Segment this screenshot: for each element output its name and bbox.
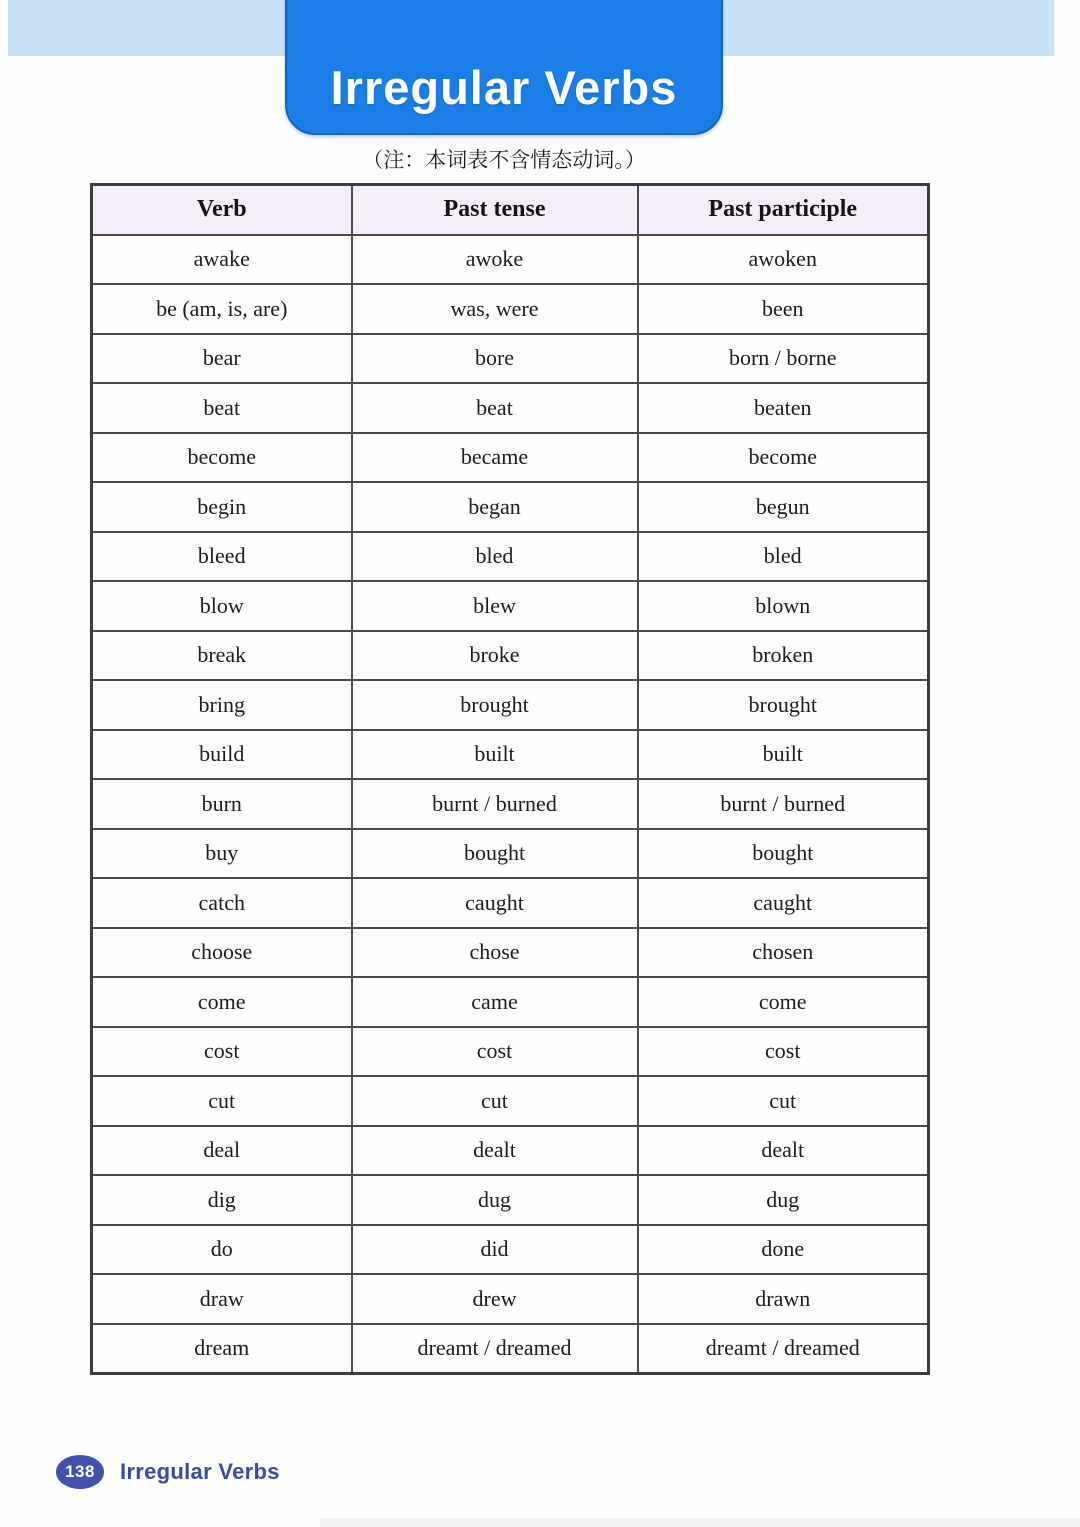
table-row xyxy=(92,631,929,681)
table-cell: built xyxy=(352,730,638,780)
table-cell: cost xyxy=(352,1027,638,1077)
table-row xyxy=(92,1175,929,1225)
table-row xyxy=(92,1274,929,1324)
table-row xyxy=(92,284,929,334)
table-cell: did xyxy=(352,1225,638,1275)
page-title: Irregular Verbs xyxy=(330,61,678,114)
table-header xyxy=(92,185,929,235)
table-cell: drew xyxy=(352,1274,638,1324)
table-cell: be (am, is, are) xyxy=(92,284,352,334)
table-cell: built xyxy=(638,730,929,780)
table-cell: beat xyxy=(352,383,638,433)
column-header-past-participle: Past participle xyxy=(638,185,929,235)
table-cell: bought xyxy=(352,829,638,879)
table-row xyxy=(92,730,929,780)
table-row xyxy=(92,532,929,582)
table-cell: choose xyxy=(92,928,352,978)
table-cell: broken xyxy=(638,631,929,681)
table-cell: brought xyxy=(638,680,929,730)
table-cell: broke xyxy=(352,631,638,681)
scan-smudge xyxy=(320,1518,1080,1527)
table-cell: dug xyxy=(638,1175,929,1225)
table-row xyxy=(92,383,929,433)
column-header-past-tense: Past tense xyxy=(352,185,638,235)
table-cell: dig xyxy=(92,1175,352,1225)
page-number-badge xyxy=(56,1455,104,1489)
table-row xyxy=(92,235,929,285)
table-cell: began xyxy=(352,482,638,532)
table-cell: bring xyxy=(92,680,352,730)
table-cell: chosen xyxy=(638,928,929,978)
table-cell: do xyxy=(92,1225,352,1275)
table-row xyxy=(92,334,929,384)
table-row xyxy=(92,977,929,1027)
table-cell: dreamt / dreamed xyxy=(638,1324,929,1374)
note-text: （注：本词表不含情态动词。） xyxy=(362,148,646,172)
table-cell: draw xyxy=(92,1274,352,1324)
table-cell: caught xyxy=(352,878,638,928)
table-cell: dealt xyxy=(352,1126,638,1176)
table-cell: deal xyxy=(92,1126,352,1176)
table-cell: beat xyxy=(92,383,352,433)
table-cell: cut xyxy=(638,1076,929,1126)
table-cell: come xyxy=(638,977,929,1027)
table-cell: bear xyxy=(92,334,352,384)
irregular-verbs-table xyxy=(90,183,930,1375)
table-cell: burn xyxy=(92,779,352,829)
table-cell: blown xyxy=(638,581,929,631)
table-cell: blow xyxy=(92,581,352,631)
table-cell: burnt / burned xyxy=(638,779,929,829)
table-cell: break xyxy=(92,631,352,681)
table-row xyxy=(92,433,929,483)
table-cell: cut xyxy=(92,1076,352,1126)
table-cell: awoke xyxy=(352,235,638,285)
table-row xyxy=(92,779,929,829)
table-cell: begin xyxy=(92,482,352,532)
table-cell: come xyxy=(92,977,352,1027)
table-cell: cost xyxy=(638,1027,929,1077)
table-row xyxy=(92,928,929,978)
table-cell: dream xyxy=(92,1324,352,1374)
table-cell: bought xyxy=(638,829,929,879)
footer-section-label: Irregular Verbs xyxy=(120,1459,280,1484)
table-cell: brought xyxy=(352,680,638,730)
table-cell: bleed xyxy=(92,532,352,582)
table-cell: buy xyxy=(92,829,352,879)
table-cell: bled xyxy=(638,532,929,582)
table-cell: beaten xyxy=(638,383,929,433)
table-row xyxy=(92,581,929,631)
table-cell: became xyxy=(352,433,638,483)
table-cell: chose xyxy=(352,928,638,978)
table-cell: been xyxy=(638,284,929,334)
table-cell: dealt xyxy=(638,1126,929,1176)
table-cell: caught xyxy=(638,878,929,928)
table-cell: bled xyxy=(352,532,638,582)
table-cell: cost xyxy=(92,1027,352,1077)
table-cell: begun xyxy=(638,482,929,532)
table-row xyxy=(92,1126,929,1176)
table-row xyxy=(92,878,929,928)
table-cell: drawn xyxy=(638,1274,929,1324)
table-cell: born / borne xyxy=(638,334,929,384)
page-footer xyxy=(56,1455,280,1489)
table-cell: dug xyxy=(352,1175,638,1225)
table-header-row xyxy=(92,185,929,235)
table-row xyxy=(92,482,929,532)
table-body xyxy=(92,235,929,1374)
table-row xyxy=(92,829,929,879)
table-cell: become xyxy=(638,433,929,483)
table-cell: burnt / burned xyxy=(352,779,638,829)
table-row xyxy=(92,1324,929,1374)
table-cell: blew xyxy=(352,581,638,631)
table-cell: bore xyxy=(352,334,638,384)
table-cell: cut xyxy=(352,1076,638,1126)
table-cell: catch xyxy=(92,878,352,928)
table-cell: was, were xyxy=(352,284,638,334)
table-cell: done xyxy=(638,1225,929,1275)
table-cell: awake xyxy=(92,235,352,285)
table-row xyxy=(92,1027,929,1077)
table-row xyxy=(92,1076,929,1126)
column-header-verb: Verb xyxy=(92,185,352,235)
table-row xyxy=(92,1225,929,1275)
page-number: 138 xyxy=(65,1462,95,1481)
table-cell: came xyxy=(352,977,638,1027)
table-cell: become xyxy=(92,433,352,483)
table-cell: dreamt / dreamed xyxy=(352,1324,638,1374)
table-row xyxy=(92,680,929,730)
table-cell: awoken xyxy=(638,235,929,285)
table-cell: build xyxy=(92,730,352,780)
